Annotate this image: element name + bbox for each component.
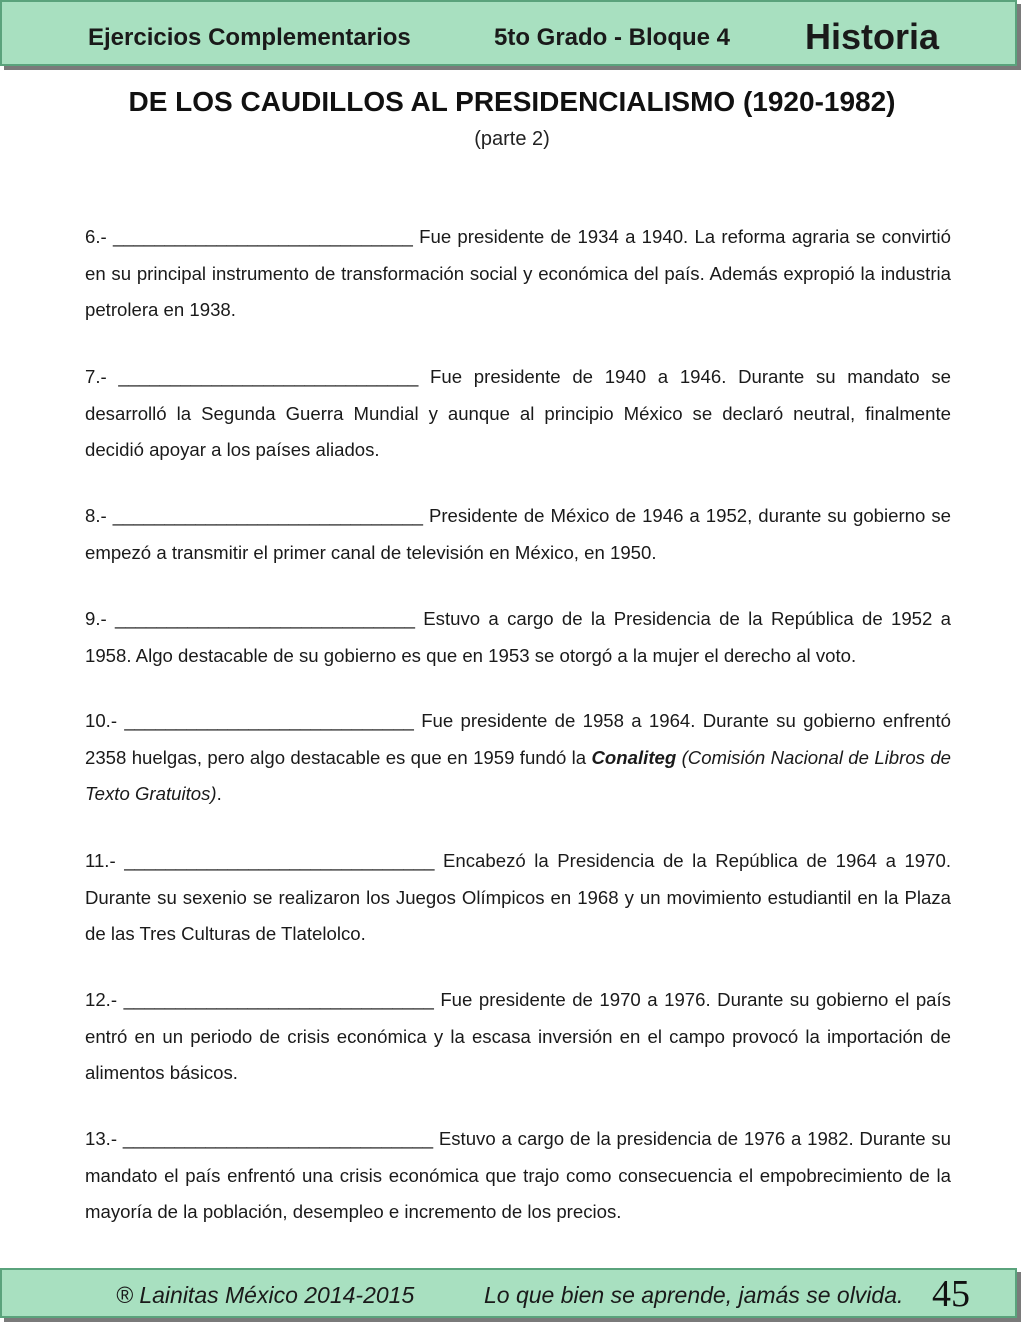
exercise-text: Encabezó la Presidencia de la República de 1964 a 1970. Durante su sexenio se realizaron los Juegos Olímpicos en 1968 y un movimiento estudiantil en la Plaza de las Tres Culturas de Tlatelolco. (85, 850, 951, 944)
sentence-end: . (216, 783, 222, 804)
page-subtitle: (parte 2) (474, 128, 550, 150)
exercise-number: 9.- (85, 608, 107, 629)
page-number: 45 (932, 1273, 970, 1315)
exercise-text: Estuvo a cargo de la presidencia de 1976 a 1982. Durante su mandato el país enfrentó una crisis económica que trajo como consecuencia el empobrecimiento de la mayoría de la población, desempleo e incremento de los precios. (85, 1128, 951, 1222)
exercise-number: 8.- (85, 505, 107, 526)
exercise-item-13 (85, 1121, 951, 1231)
exercise-item-6 (85, 219, 951, 329)
exercise-item-9 (85, 601, 951, 674)
exercise-number: 12.- (85, 989, 118, 1010)
footer-motto: Lo que bien se aprende, jamás se olvida. (484, 1282, 904, 1308)
answer-blank[interactable]: ______________________________ (123, 989, 434, 1010)
exercise-text: Fue presidente de 1958 a 1964. Durante su gobierno enfrentó 2358 huelgas, pero algo destacable es que en 1959 fundó la (85, 710, 951, 768)
exercise-number: 7.- (85, 366, 107, 387)
exercise-item-8 (85, 498, 951, 571)
footer-banner (0, 1268, 1017, 1318)
answer-blank[interactable]: ______________________________ (124, 850, 435, 871)
answer-blank[interactable]: _____________________________ (115, 608, 415, 629)
exercise-item-11 (85, 843, 951, 953)
answer-blank[interactable]: _____________________________ (112, 226, 413, 247)
answer-blank[interactable]: _____________________________ (118, 366, 419, 387)
conaliteg-definition: (Comisión Nacional de Libros de Texto Gratuitos) (85, 746, 952, 804)
exercise-item-7 (85, 359, 951, 469)
exercise-item-12 (85, 982, 951, 1092)
header-banner (0, 0, 1017, 66)
header-series-title: Ejercicios Complementarios (88, 24, 411, 51)
conaliteg-term: Conaliteg (591, 746, 677, 768)
header-grade-block: 5to Grado - Bloque 4 (494, 24, 731, 51)
exercise-text: Presidente de México de 1946 a 1952, durante su gobierno se empezó a transmitir el primer canal de televisión en México, en 1950. (85, 505, 951, 563)
exercise-item-10 (85, 703, 951, 813)
header-subject: Historia (805, 16, 940, 57)
answer-blank[interactable]: ______________________________ (122, 1128, 434, 1149)
answer-blank[interactable]: ______________________________ (112, 505, 423, 526)
footer-copyright: ® Lainitas México 2014-2015 (116, 1282, 415, 1308)
exercise-text: Fue presidente de 1970 a 1976. Durante su gobierno el país entró en un periodo de crisis económica y la escasa inversión en el campo provocó la importación de alimentos básicos. (85, 989, 951, 1083)
exercise-text: Fue presidente de 1934 a 1940. La reforma agraria se convirtió en su principal instrumento de transformación social y económica del país. Además expropió la industria petrolera en 1938. (85, 226, 951, 320)
page-title: DE LOS CAUDILLOS AL PRESIDENCIALISMO (1920-1982) (128, 86, 896, 117)
exercise-number: 11.- (85, 850, 116, 871)
exercise-text: Fue presidente de 1940 a 1946. Durante su mandato se desarrolló la Segunda Guerra Mundial y aunque al principio México se declaró neutral, finalmente decidió apoyar a los países aliados. (85, 366, 951, 460)
answer-blank[interactable]: ____________________________ (124, 710, 414, 731)
exercise-number: 6.- (85, 226, 107, 247)
exercise-text: Estuvo a cargo de la Presidencia de la República de 1952 a 1958. Algo destacable de su gobierno es que en 1953 se otorgó a la mujer el derecho al voto. (85, 608, 952, 666)
exercise-number: 13.- (85, 1128, 118, 1149)
exercise-number: 10.- (85, 710, 118, 731)
